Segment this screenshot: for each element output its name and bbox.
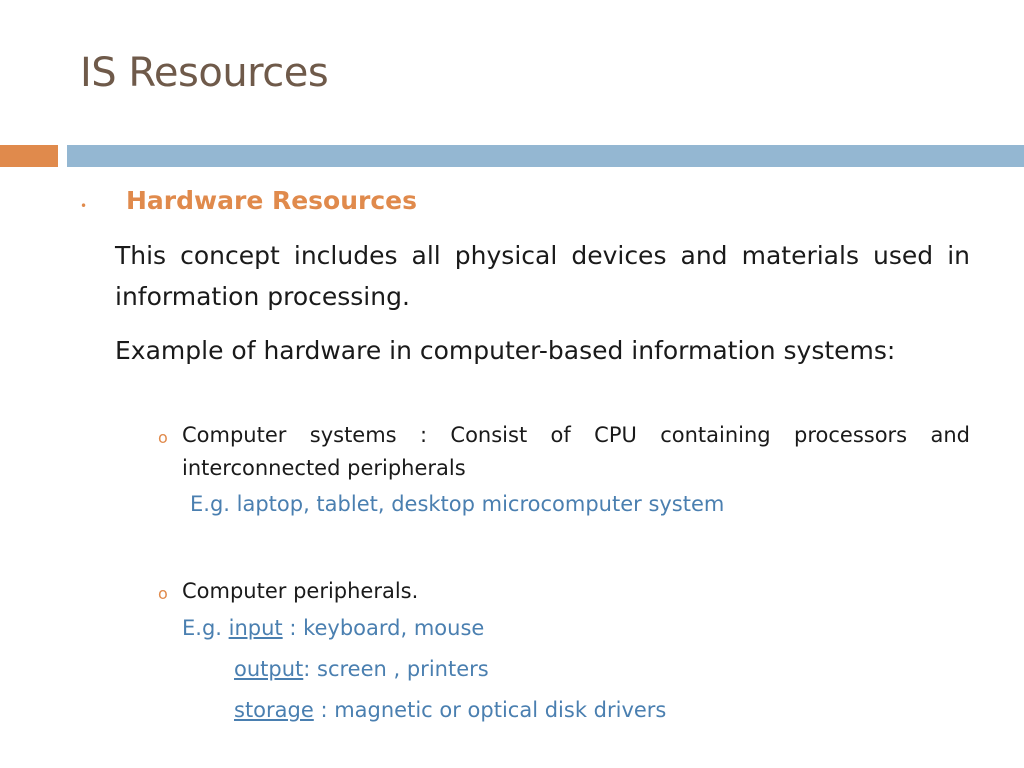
sub-bullet-marker: o — [158, 584, 168, 603]
sub-bullet-marker: o — [158, 428, 168, 447]
paragraph-definition: This concept includes all physical devices and materials used in information processing. — [115, 241, 970, 311]
term-storage: storage — [234, 698, 314, 722]
bullet-marker: • — [80, 199, 88, 213]
title-accent-bar-orange — [0, 145, 58, 167]
example-row-output — [234, 657, 489, 681]
example-detail: : keyboard, mouse — [282, 616, 485, 640]
example-detail: : screen , printers — [303, 657, 489, 681]
term-input: input — [228, 616, 283, 640]
sub-item-computer-peripherals: Computer peripherals. — [182, 579, 419, 603]
paragraph-example-intro: Example of hardware in computer-based information systems: — [115, 336, 896, 365]
sub-item-computer-systems: Computer systems : Consist of CPU containing processors and interconnected peripherals — [182, 423, 970, 480]
slide-title: IS Resources — [80, 50, 329, 96]
example-prefix: E.g. — [182, 616, 229, 640]
example-row-storage — [234, 698, 666, 722]
example-computer-systems: E.g. laptop, tablet, desktop microcomputer system — [190, 492, 725, 516]
term-output: output — [234, 657, 304, 681]
section-heading: Hardware Resources — [126, 186, 418, 215]
example-row-input — [182, 616, 484, 640]
title-accent-bar-blue — [67, 145, 1024, 167]
example-detail: : magnetic or optical disk drivers — [313, 698, 667, 722]
